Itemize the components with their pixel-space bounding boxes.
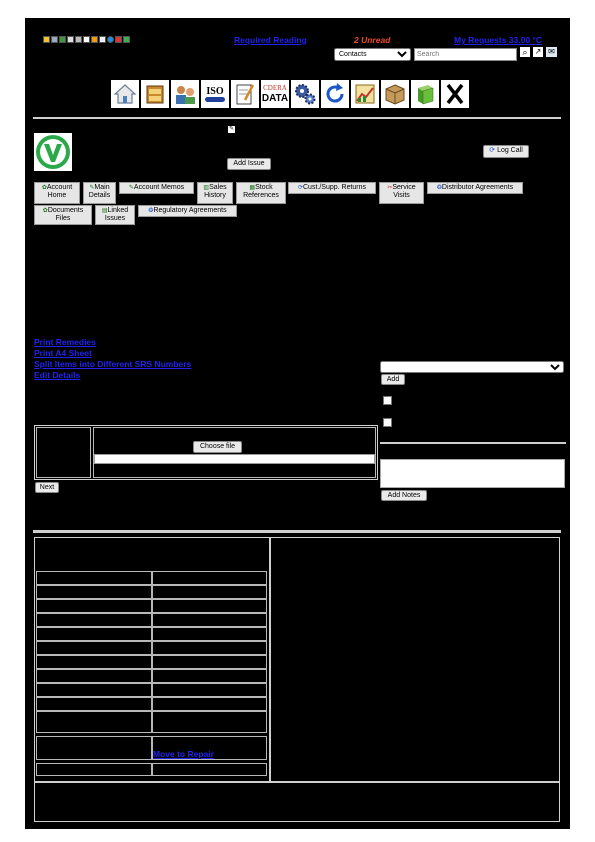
tab-stock-references[interactable] [236,182,286,204]
tab-icon: ✂ [387,185,393,191]
iso-icon[interactable] [201,80,229,108]
globe-icon[interactable] [107,36,114,43]
table-label-cell [36,585,152,599]
tab-label: Cust./Supp. Returns [303,184,367,191]
tab-icon: ⟳ [297,185,303,191]
details-side-panel [270,537,560,782]
add-issue-button[interactable]: Add Issue [227,158,271,170]
edit-details-link[interactable]: Edit Details [34,370,81,380]
tab-account-home[interactable] [34,182,80,204]
log-call-button[interactable] [483,145,529,158]
tab-icon: ▤ [101,208,108,214]
tab-distributor-agreements[interactable] [427,182,523,194]
tab-label: Regulatory Agreements [153,207,227,214]
table-label-cell [36,641,152,655]
tab-sales-history[interactable] [197,182,233,204]
table-label-cell [36,571,152,585]
table-label-cell [36,711,152,733]
section-divider [33,530,561,533]
document-icon[interactable] [83,36,90,43]
table-value-cell [152,613,267,627]
tab-regulatory-agreements[interactable] [138,205,237,217]
mail-send-icon[interactable]: ✉ [546,47,557,57]
iso-badge-icon [205,97,225,102]
home-icon[interactable] [111,80,139,108]
print-remedies-link[interactable]: Print Remedies [34,337,96,347]
external-link-icon[interactable]: ↗ [534,47,542,56]
table-label-cell [36,613,152,627]
log-call-label: Log Call [497,147,523,154]
grid-icon[interactable] [67,36,74,43]
move-to-repair-link[interactable]: Move to Repair [153,749,214,759]
tab-icon: ✎ [89,185,95,191]
book-icon[interactable] [411,80,439,108]
table-label-cell [36,599,152,613]
package-icon[interactable] [381,80,409,108]
tab-label: Account Memos [133,184,185,191]
table-icon[interactable] [75,36,82,43]
file-name-field[interactable] [94,454,375,464]
table-label-cell [36,627,152,641]
tab-cust-supp-returns[interactable] [288,182,376,194]
filing-cabinet-icon[interactable] [141,80,169,108]
tab-label: Service Visits [392,184,416,199]
tab-linked-issues[interactable] [95,205,135,225]
table-value-cell [152,683,267,697]
tab-label: Stock References [243,184,279,199]
cdera-label: CDERA [263,84,287,92]
company-logo [34,133,72,171]
refresh-icon[interactable] [321,80,349,108]
chart-icon[interactable] [351,80,379,108]
add-notes-button[interactable]: Add Notes [381,490,427,501]
cdera-data-icon[interactable] [261,80,289,108]
notes-divider [380,442,566,444]
tab-icon: ✎ [128,185,134,191]
status-icons-strip [43,35,131,44]
unread-count[interactable]: 2 Unread [354,35,391,45]
tab-service-visits[interactable] [379,182,424,204]
tab-icon: ▦ [249,185,256,191]
mail-icon[interactable] [91,36,98,43]
upload-thumbnail-cell [36,427,91,478]
table-value-cell [152,711,267,733]
tab-icon: ❂ [148,208,154,214]
data-label: DATA [261,93,289,104]
table-label-cell [36,697,152,711]
tab-label: Main Details [88,184,111,199]
settings-gears-icon[interactable] [291,80,319,108]
choose-file-button[interactable]: Choose file [193,441,242,453]
tab-icon: ✿ [41,185,47,191]
image-icon[interactable] [51,36,58,43]
linked-item-select[interactable] [380,361,564,373]
pdf-icon[interactable] [115,36,122,43]
tab-label: Distributor Agreements [441,184,514,191]
table-value-cell [152,697,267,711]
tab-documents-files[interactable] [34,205,92,225]
tab-icon: ▥ [203,185,210,191]
option-checkbox-1[interactable] [383,396,392,405]
tab-main-details[interactable] [83,182,116,204]
tab-label: Documents Files [47,207,84,222]
tab-account-memos[interactable] [119,182,194,194]
required-reading-link[interactable]: Required Reading [234,35,307,45]
tab-label: Account Home [46,184,73,199]
page-frame [25,18,570,829]
search-icon[interactable]: ⌕ [520,47,530,57]
table-value-cell [152,627,267,641]
table-value-cell [152,669,267,683]
table-value-cell [152,585,267,599]
add-button[interactable]: Add [381,374,405,385]
close-x-icon[interactable] [441,80,469,108]
notepad-icon[interactable] [231,80,259,108]
contacts-icon[interactable] [171,80,199,108]
tab-icon: ❂ [436,185,442,191]
table-value-cell [152,736,267,760]
table-value-cell [152,655,267,669]
folder-icon[interactable] [43,36,50,43]
table-value-cell [152,763,267,776]
option-checkbox-2[interactable] [383,418,392,427]
split-items-link[interactable]: Split Items into Different SRS Numbers [34,359,192,369]
table-value-cell [152,571,267,585]
contacts-select[interactable] [334,48,411,61]
refresh-call-icon: ⟳ [489,147,496,154]
print-a4-sheet-link[interactable]: Print A4 Sheet [34,348,92,358]
table-label-cell [36,736,152,760]
search-input[interactable] [414,48,517,61]
notes-textarea[interactable] [380,459,565,488]
table-value-cell [152,599,267,613]
tab-label: Linked Issues [104,207,129,222]
table-label-cell [36,655,152,669]
iso-label: ISO [206,86,224,97]
tab-label: Sales History [204,184,227,199]
header-divider [33,117,561,119]
next-button[interactable]: Next [35,482,59,493]
table-label-cell [36,763,152,776]
footer-panel [34,782,560,822]
edit-pencil-icon[interactable]: ✎ [228,126,235,132]
my-requests-link[interactable]: My Requests 33.00 °C [454,35,542,45]
table-label-cell [36,683,152,697]
tab-icon: ✿ [42,208,48,214]
recycle-icon[interactable] [123,36,130,43]
spreadsheet-icon[interactable] [59,36,66,43]
table-value-cell [152,641,267,655]
table-label-cell [36,669,152,683]
print-icon[interactable] [99,36,106,43]
